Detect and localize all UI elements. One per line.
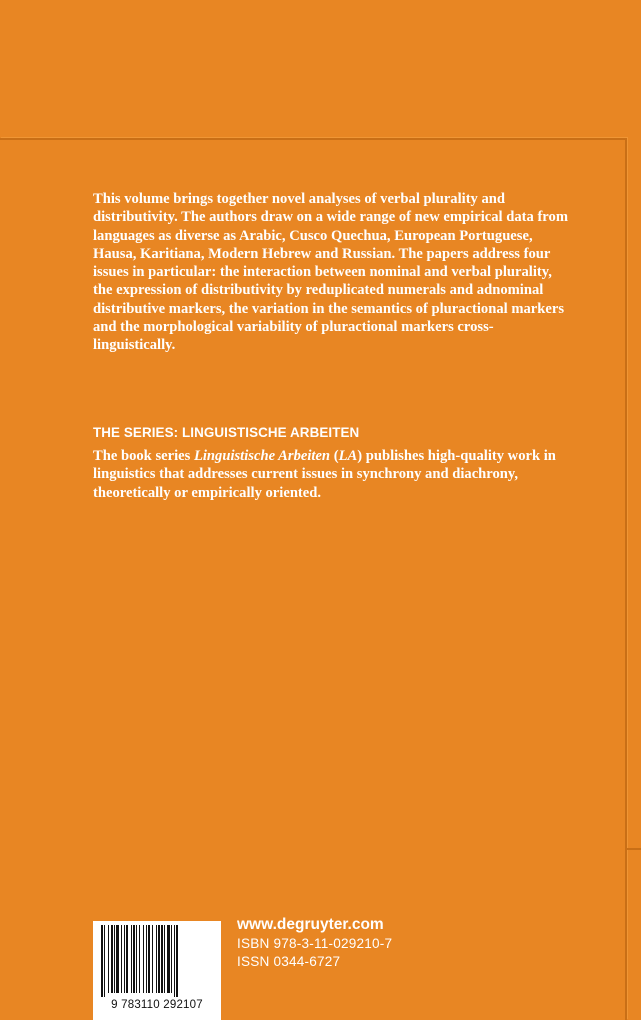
book-description: This volume brings together novel analyses of verbal plurality and distributivity. The authors draw on a wide range of new empirical data from languages as diverse as Arabic, Cusco Quechua, European Portuguese, Hausa, Karitiana, Modern Hebrew and Russian. The papers address four issues in particular: the interaction between nominal and verbal plurality, the expression of distributivity by reduplicated numerals and adnominal distributive markers, the variation in the semantics of pluractional markers and the morphological variability of pluractional markers cross-linguistically.	[93, 191, 568, 354]
barcode-bar	[164, 925, 165, 993]
series-abbrev: LA	[338, 448, 358, 464]
barcode-bar	[124, 925, 125, 993]
series-paren: (	[330, 448, 339, 464]
series-text-start: The book series	[93, 448, 194, 464]
barcode-bar	[167, 925, 170, 993]
publisher-url[interactable]: www.degruyter.com	[237, 916, 384, 933]
issn-number: ISSN 0344-6727	[237, 954, 341, 969]
barcode-bar	[171, 925, 172, 993]
barcode-bar	[114, 925, 115, 993]
barcode-bar	[158, 925, 160, 993]
isbn-number: ISBN 978-3-11-029210-7	[237, 936, 393, 951]
barcode-bar	[108, 925, 109, 993]
series-text-end: ) publishes high-quality work in linguistics that addresses current issues in synchrony and diachrony, theoretically or empirically oriented.	[93, 448, 556, 501]
barcode-bar	[146, 925, 147, 993]
panel-divider	[627, 848, 641, 850]
barcode-digits: 9 783110 292107	[111, 999, 203, 1011]
barcode-bar	[111, 925, 113, 993]
barcode-bar	[101, 925, 103, 997]
barcode-icon	[93, 921, 221, 999]
barcode-bar	[156, 925, 157, 993]
barcode-bar	[121, 925, 122, 993]
series-title: Linguistische Arbeiten	[193, 448, 331, 464]
barcode-bar	[133, 925, 135, 993]
barcode-bar	[104, 925, 105, 997]
series-description	[93, 447, 573, 502]
barcode-bar	[116, 925, 119, 993]
barcode-bar	[148, 925, 150, 993]
barcode-bar	[136, 925, 137, 993]
barcode-bar	[174, 925, 175, 997]
barcode-bar	[139, 925, 140, 993]
barcode-bar	[161, 925, 163, 993]
barcode-bar	[152, 925, 153, 993]
barcode-bar	[143, 925, 144, 993]
barcode-bar	[126, 925, 128, 993]
barcode-bar	[176, 925, 178, 997]
series-heading: THE SERIES: LINGUISTISCHE ARBEITEN	[93, 425, 360, 440]
barcode-bar	[131, 925, 132, 993]
barcode	[93, 921, 221, 1020]
